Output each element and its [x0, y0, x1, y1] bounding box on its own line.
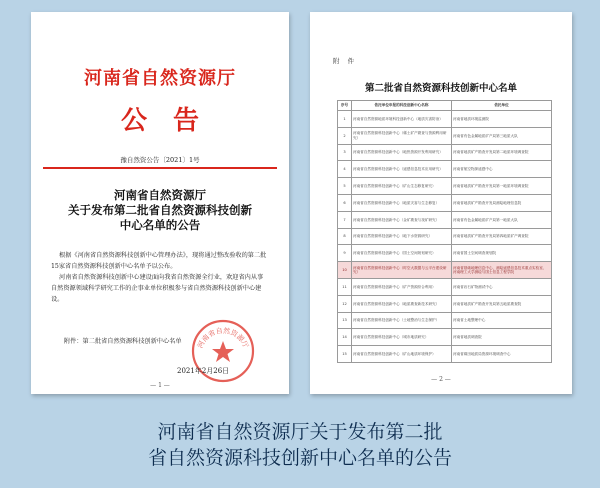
table-cell-no: 3	[338, 144, 352, 161]
table-cell-org: 河南省国土空间调查规划院	[452, 245, 552, 262]
body-paragraph: 根据《河南省自然资源科技创新中心管理办法》，现将通过整改验收的第二批15家省自然资源科技创新中心名单予以公布。	[51, 252, 267, 270]
table-cell-no: 2	[338, 127, 352, 144]
table-cell-name: 河南省自然资源科技创新中心（土地整治与生态保护）	[352, 312, 452, 329]
table-row	[338, 329, 552, 346]
issue-date: 2021年2月26日	[177, 367, 230, 375]
table-header-cell: 依托单位申报的科技创新中心名称	[352, 101, 452, 111]
table-cell-name: 河南省自然资源地质环境科技创新中心（地质灾害防治）	[352, 111, 452, 128]
table-cell-org: 河南省地质环境监测院	[452, 111, 552, 128]
table-cell-no: 5	[338, 178, 352, 195]
table-cell-no: 14	[338, 329, 352, 346]
doc-type-heading: 公告	[120, 106, 225, 136]
table-row	[338, 346, 552, 363]
table-row	[338, 278, 552, 295]
caption-line: 省自然资源科技创新中心名单的公告	[147, 447, 452, 469]
table-cell-name: 河南省自然资源科技创新中心（地下水资源研究）	[352, 228, 452, 245]
table-cell-org: 河南省地质矿产勘查开发局第一地质环境调查院	[452, 178, 552, 195]
table-cell-no: 12	[338, 295, 352, 312]
table-header-cell: 依托单位	[452, 101, 552, 111]
table-row	[338, 194, 552, 211]
page-number: — 2 —	[431, 376, 451, 383]
table-cell-org: 河南省基础地理信息中心、测绘遥感信息技术重点实验室、河南理工大学测绘与国土信息工程学院	[452, 262, 552, 279]
table-cell-no: 1	[338, 111, 352, 128]
table-cell-name: 河南省自然资源科技创新中心（矿产资源综合利用）	[352, 278, 452, 295]
table-cell-no: 4	[338, 161, 352, 178]
table-row	[338, 144, 552, 161]
table-cell-name: 河南省自然资源科技创新中心（稀土矿产勘查与资源利用研究）	[352, 127, 452, 144]
doc-number: 豫自然资公告〔2021〕1号	[120, 156, 200, 164]
table-cell-org: 河南省地质矿产勘查开发局测绘地理信息院	[452, 194, 552, 211]
table-row	[338, 127, 552, 144]
table-cell-no: 8	[338, 228, 352, 245]
table-cell-org: 河南省有色金属地质矿产局第三地质大队	[452, 127, 552, 144]
table-row	[338, 161, 552, 178]
red-divider	[43, 167, 277, 169]
table-row	[338, 262, 552, 279]
table-row	[338, 111, 552, 128]
table-row	[338, 312, 552, 329]
page-number: — 1 —	[150, 382, 170, 389]
table-cell-no: 11	[338, 278, 352, 295]
seal-text: 河南省自然资源厅	[196, 326, 250, 350]
table-cell-org: 河南省地质矿产勘查开发局第五地质勘查院	[452, 295, 552, 312]
table-cell-org: 河南省地质矿产勘查开发局第四地质矿产调查院	[452, 228, 552, 245]
table-cell-name: 河南省自然资源科技创新中心（国土空间规划研究）	[352, 245, 452, 262]
table-cell-no: 13	[338, 312, 352, 329]
table-cell-name: 河南省自然资源科技创新中心（金矿勘查与找矿研究）	[352, 211, 452, 228]
caption	[0, 419, 600, 471]
table-header-row	[338, 101, 552, 111]
table-row	[338, 245, 552, 262]
notice-title-line: 中心名单的公告	[119, 218, 201, 232]
table-cell-name: 河南省自然资源科技创新中心（矿山地质环境保护）	[352, 346, 452, 363]
table-cell-org: 河南省煤田地质局资源环境调查中心	[452, 346, 552, 363]
table-cell-no: 6	[338, 194, 352, 211]
table-cell-name: 河南省自然资源科技创新中心（城市地质研究）	[352, 329, 452, 346]
table-cell-name: 河南省自然资源科技创新中心（时空大数据与云平台建设研究）	[352, 262, 452, 279]
table-cell-org: 河南省航空物探遥感中心	[452, 161, 552, 178]
notice-page	[31, 12, 289, 394]
issuer-header: 河南省自然资源厅	[84, 68, 236, 89]
table-cell-name: 河南省自然资源科技创新中心（地质灾害与生态修复）	[352, 194, 452, 211]
table-cell-org: 河南省地质调查院	[452, 329, 552, 346]
notice-title-line: 关于发布第二批省自然资源科技创新	[68, 203, 252, 217]
table-row	[338, 228, 552, 245]
table-cell-name: 河南省自然资源科技创新中心（地质勘查新技术研究）	[352, 295, 452, 312]
table-cell-name: 河南省自然资源科技创新中心（地热资源开发利用研究）	[352, 144, 452, 161]
notice-title-line: 河南省自然资源厅	[114, 188, 206, 202]
table-row	[338, 211, 552, 228]
table-cell-name: 河南省自然资源科技创新中心（遥感信息技术应用研究）	[352, 161, 452, 178]
table-row	[338, 178, 552, 195]
table-cell-no: 15	[338, 346, 352, 363]
table-row	[338, 295, 552, 312]
table-cell-name: 河南省自然资源科技创新中心（矿山生态修复研究）	[352, 178, 452, 195]
notice-body	[51, 250, 269, 305]
attachment-page	[310, 12, 572, 394]
table-cell-no: 10	[338, 262, 352, 279]
table-cell-no: 9	[338, 245, 352, 262]
caption-line: 河南省自然资源厅关于发布第二批	[157, 421, 443, 443]
body-paragraph: 河南省自然资源科技创新中心建设面向我省自然资源全行业，欢迎省内从事自然资源领域科学研究工作的企事业单位积极参与省自然资源科技创新中心建设。	[51, 274, 264, 303]
table-cell-org: 河南省岩石矿物测试中心	[452, 278, 552, 295]
attachment-label: 附 件	[333, 57, 358, 65]
table-cell-no: 7	[338, 211, 352, 228]
table-cell-org: 河南省有色金属地质矿产局第一地质大队	[452, 211, 552, 228]
table-header-cell: 序号	[338, 101, 352, 111]
attachment-line: 附件：第二批省自然资源科技创新中心名单	[64, 338, 182, 345]
table-cell-org: 河南省地质矿产勘查开发局第二地质环境调查院	[452, 144, 552, 161]
attachment-title: 第二批省自然资源科技创新中心名单	[364, 83, 517, 94]
center-list-table	[337, 100, 552, 363]
table-cell-org: 河南省土地整理中心	[452, 312, 552, 329]
notice-title	[31, 188, 289, 233]
